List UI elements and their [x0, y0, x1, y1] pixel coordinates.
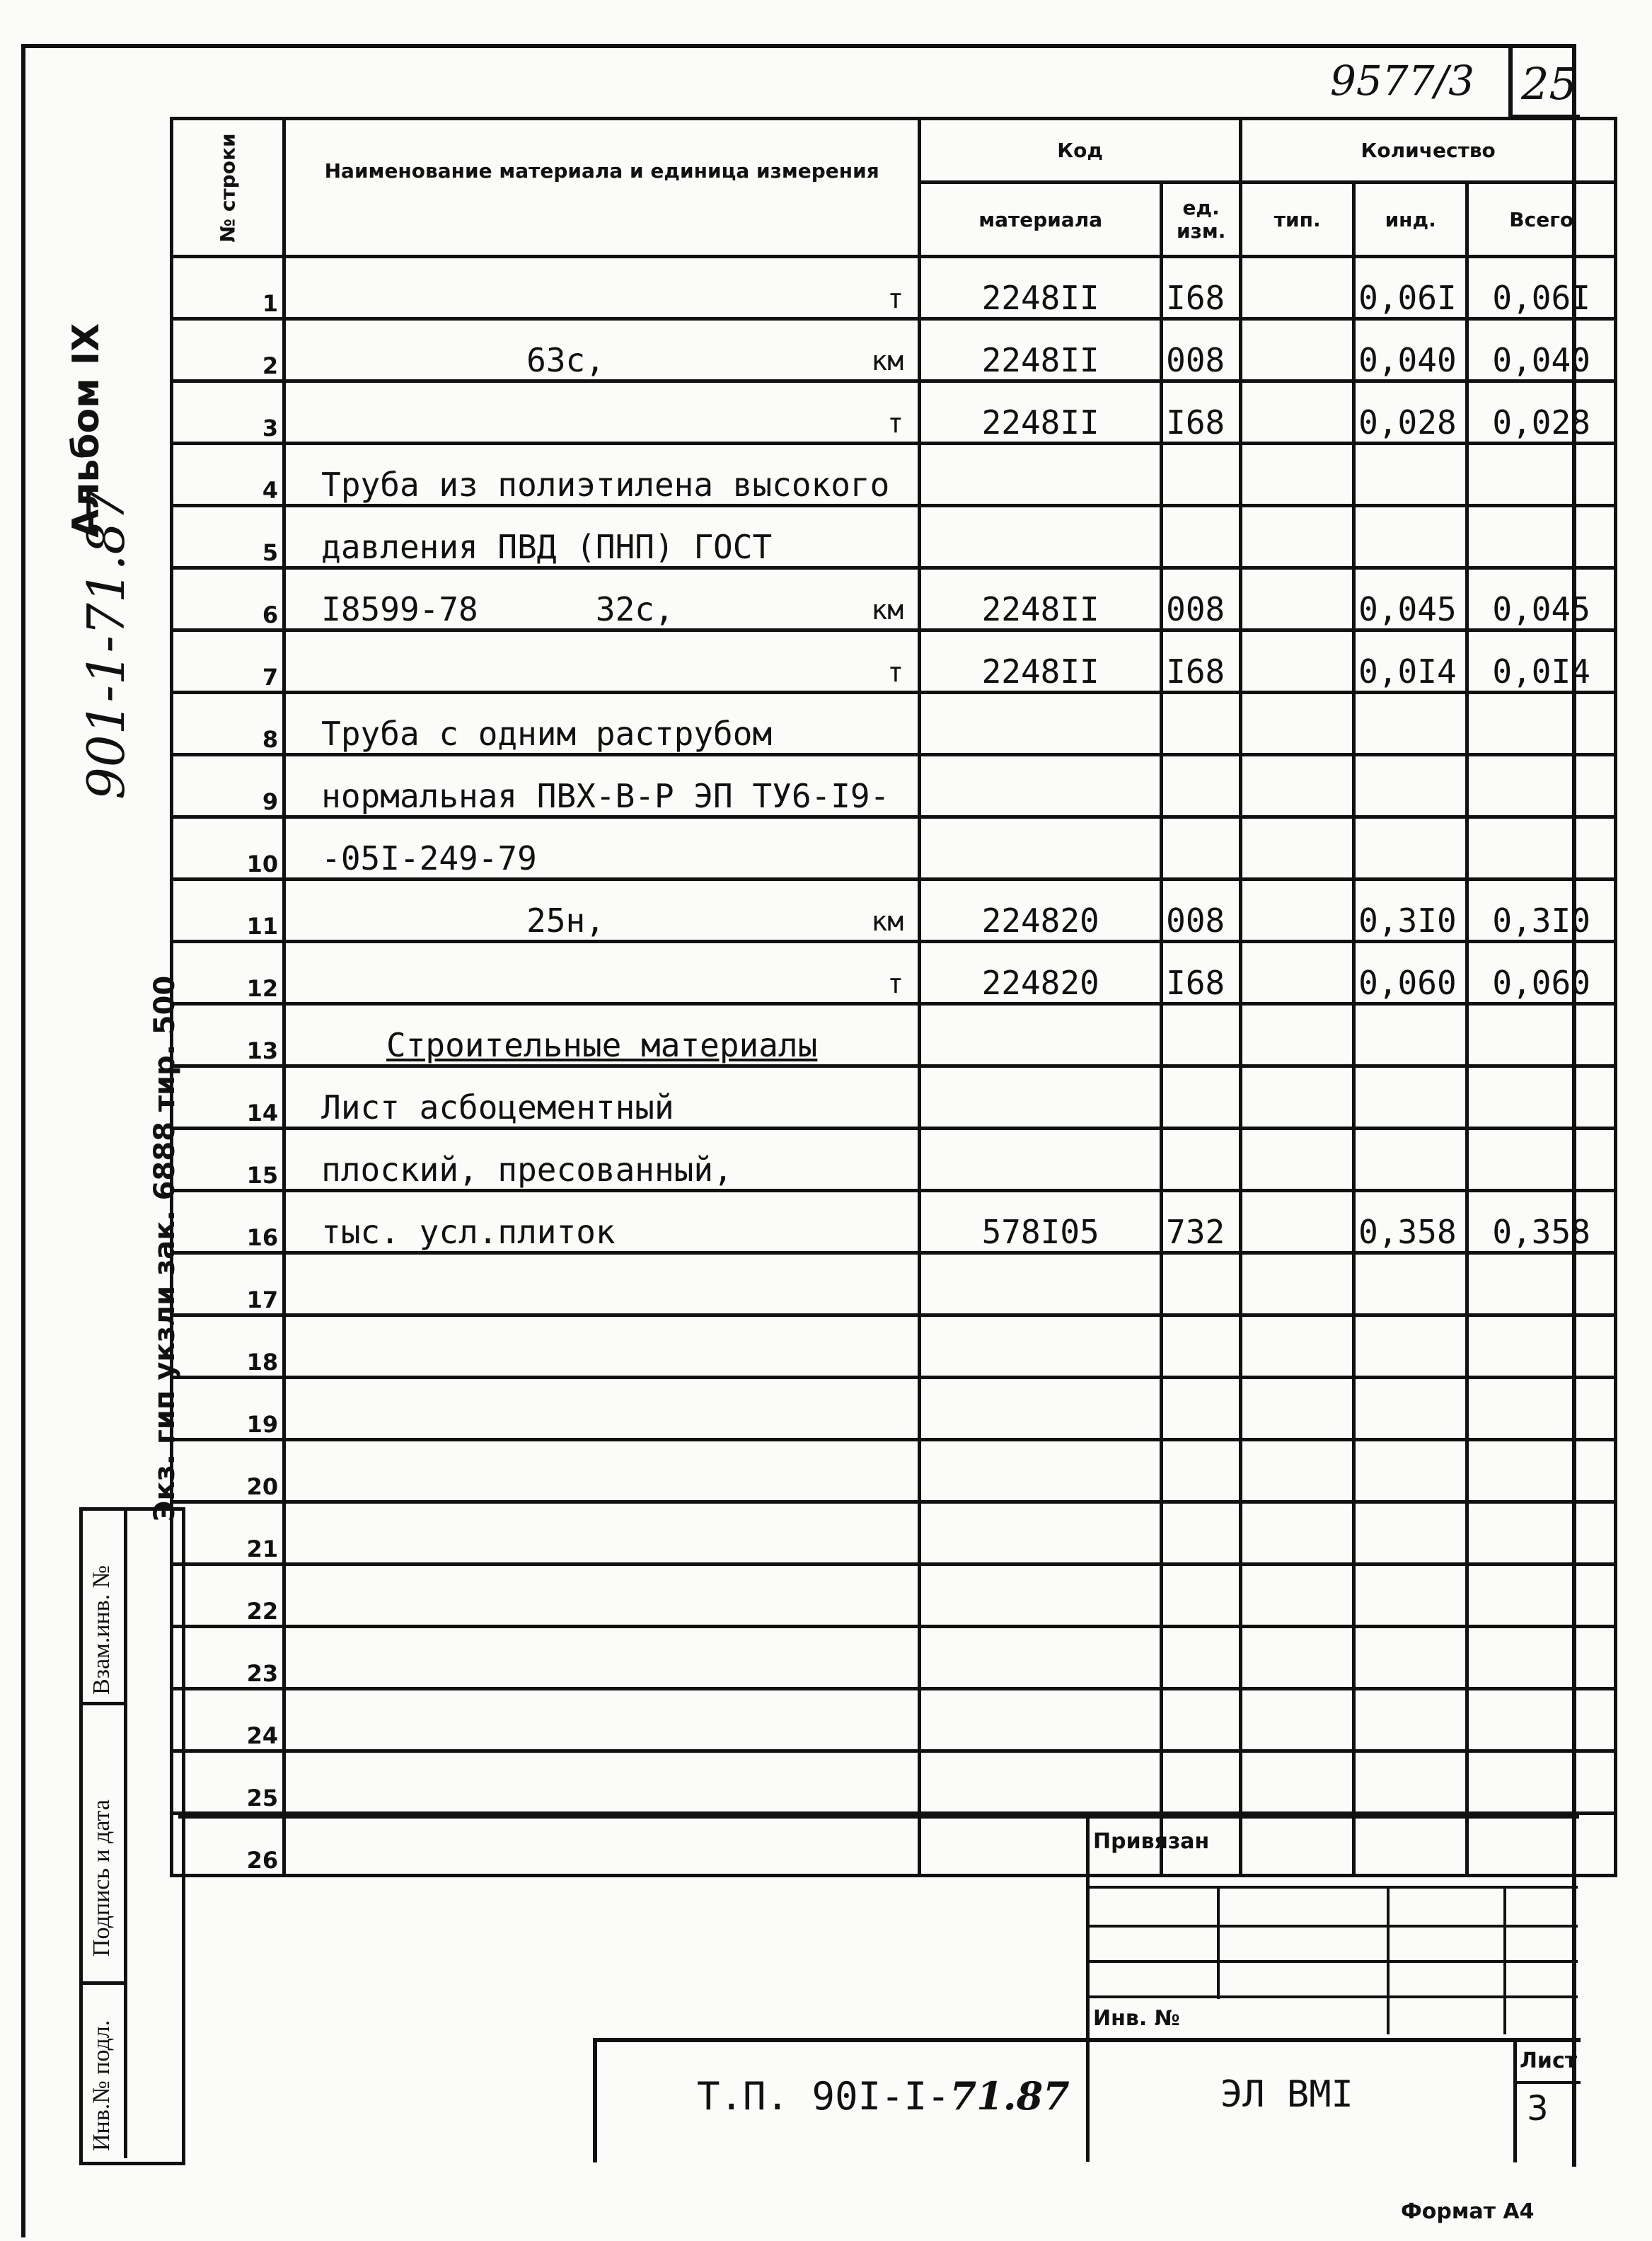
- table-row: [172, 630, 1616, 693]
- qty-type: [1241, 817, 1354, 880]
- row-number: 23: [172, 1627, 284, 1689]
- material-name: плоский, пресованный,: [321, 1151, 733, 1189]
- qty-ind: 0,358: [1354, 1191, 1467, 1253]
- qty-total: [1467, 1627, 1616, 1689]
- table-row: [172, 817, 1616, 880]
- pribyazan-label: Привязан: [1093, 1829, 1210, 1854]
- row-number: 2: [172, 319, 284, 381]
- table-row: [172, 1004, 1616, 1066]
- row-name: [284, 1751, 920, 1814]
- header-qty-type: тип.: [1241, 183, 1354, 257]
- row-number: 11: [172, 880, 284, 942]
- row-number: 12: [172, 942, 284, 1004]
- unit-label: т: [887, 283, 904, 314]
- row-number: 10: [172, 817, 284, 880]
- qty-type: [1241, 444, 1354, 506]
- unit-code: I68: [1162, 630, 1241, 693]
- material-code: [920, 755, 1162, 817]
- qty-ind: [1354, 1689, 1467, 1751]
- qty-type: [1241, 880, 1354, 942]
- table-row: [172, 1502, 1616, 1565]
- album-number: 901-1-71.87: [76, 489, 136, 800]
- qty-type: [1241, 630, 1354, 693]
- table-row: [172, 319, 1616, 381]
- table-row: [172, 1129, 1616, 1191]
- document-code-printed: Т.П. 90I-I-: [697, 2074, 950, 2119]
- row-number: 25: [172, 1751, 284, 1814]
- row-number: 26: [172, 1814, 284, 1876]
- qty-ind: [1354, 1129, 1467, 1191]
- qty-type: [1241, 1689, 1354, 1751]
- row-name: [284, 568, 920, 630]
- unit-label: т: [887, 968, 904, 999]
- unit-code: [1162, 1066, 1241, 1129]
- row-number: 17: [172, 1253, 284, 1315]
- qty-ind: [1354, 1440, 1467, 1502]
- unit-code: 008: [1162, 880, 1241, 942]
- qty-total: [1467, 1004, 1616, 1066]
- frame-left-border: [21, 44, 25, 2237]
- row-number: 19: [172, 1378, 284, 1440]
- qty-total: [1467, 1315, 1616, 1378]
- material-name: -05I-249-79: [321, 839, 537, 877]
- unit-label: км: [871, 906, 904, 937]
- qty-total: [1467, 1502, 1616, 1565]
- qty-total: [1467, 1378, 1616, 1440]
- table-row: [172, 381, 1616, 444]
- qty-type: [1241, 568, 1354, 630]
- material-name: Лист асбоцементный: [321, 1088, 674, 1127]
- qty-total: 0,028: [1467, 381, 1616, 444]
- row-number: 5: [172, 506, 284, 568]
- side-label-inv: Инв.№ подл.: [88, 2020, 115, 2151]
- row-name: [284, 1627, 920, 1689]
- side-label-vzam: Взам.инв. №: [88, 1565, 115, 1695]
- qty-type: [1241, 1502, 1354, 1565]
- table-row: [172, 693, 1616, 755]
- qty-total: 0,06I: [1467, 257, 1616, 319]
- header-qty-group: Количество: [1241, 119, 1616, 183]
- row-number: 1: [172, 257, 284, 319]
- material-code: [920, 1315, 1162, 1378]
- material-code: [920, 1502, 1162, 1565]
- row-number: 4: [172, 444, 284, 506]
- inv-number-label: Инв. №: [1093, 2006, 1180, 2031]
- material-name: Труба из полиэтилена высокого: [321, 466, 890, 504]
- row-number: 15: [172, 1129, 284, 1191]
- header-row-no: № строки: [172, 119, 284, 257]
- qty-ind: 0,0I4: [1354, 630, 1467, 693]
- table-row: [172, 1627, 1616, 1689]
- table-row: [172, 568, 1616, 630]
- document-code-handwritten: 71.87: [949, 2073, 1070, 2119]
- qty-total: [1467, 1066, 1616, 1129]
- document-mark: ЭЛ ВМI: [1220, 2073, 1353, 2116]
- row-number: 20: [172, 1440, 284, 1502]
- unit-code: I68: [1162, 381, 1241, 444]
- row-name: [284, 319, 920, 381]
- qty-total: [1467, 1565, 1616, 1627]
- unit-code: [1162, 1627, 1241, 1689]
- unit-code: 008: [1162, 568, 1241, 630]
- unit-code: 008: [1162, 319, 1241, 381]
- header-code-material: материала: [920, 183, 1162, 257]
- header-qty-ind: инд.: [1354, 183, 1467, 257]
- material-code: 224820: [920, 880, 1162, 942]
- qty-ind: [1354, 1066, 1467, 1129]
- frame-top-border: [21, 44, 1574, 48]
- qty-ind: 0,028: [1354, 381, 1467, 444]
- unit-label: т: [887, 657, 904, 688]
- row-name: [284, 1502, 920, 1565]
- side-label-podpis: Подпись и дата: [88, 1799, 115, 1957]
- row-name: [284, 880, 920, 942]
- material-code: [920, 693, 1162, 755]
- table-row: [172, 880, 1616, 942]
- material-code: 2248II: [920, 381, 1162, 444]
- header-name: Наименование материала и единица измерения: [284, 119, 920, 257]
- qty-ind: [1354, 1315, 1467, 1378]
- material-code: [920, 444, 1162, 506]
- row-name: [284, 693, 920, 755]
- qty-ind: 0,06I: [1354, 257, 1467, 319]
- qty-total: [1467, 1751, 1616, 1814]
- qty-ind: 0,040: [1354, 319, 1467, 381]
- qty-total: [1467, 1689, 1616, 1751]
- table-row: [172, 257, 1616, 319]
- unit-code: [1162, 1315, 1241, 1378]
- qty-ind: [1354, 1004, 1467, 1066]
- material-code: 2248II: [920, 319, 1162, 381]
- unit-code: [1162, 1004, 1241, 1066]
- table-row: [172, 1689, 1616, 1751]
- qty-type: [1241, 1440, 1354, 1502]
- unit-code: [1162, 444, 1241, 506]
- material-code: 2248II: [920, 630, 1162, 693]
- qty-ind: [1354, 1627, 1467, 1689]
- table-row: [172, 755, 1616, 817]
- qty-ind: [1354, 1253, 1467, 1315]
- row-name: [284, 506, 920, 568]
- row-name: [284, 381, 920, 444]
- unit-code: [1162, 693, 1241, 755]
- table-row: [172, 1191, 1616, 1253]
- qty-ind: [1354, 444, 1467, 506]
- unit-code: [1162, 1378, 1241, 1440]
- material-code: [920, 817, 1162, 880]
- sheet-number: 3: [1527, 2089, 1549, 2128]
- qty-type: [1241, 1129, 1354, 1191]
- material-name: 63с,: [526, 341, 605, 379]
- unit-code: [1162, 506, 1241, 568]
- row-name: [284, 1440, 920, 1502]
- table-row: [172, 942, 1616, 1004]
- row-name: [284, 630, 920, 693]
- table-row: [172, 444, 1616, 506]
- unit-code: [1162, 1129, 1241, 1191]
- qty-total: 0,040: [1467, 319, 1616, 381]
- qty-ind: [1354, 1502, 1467, 1565]
- unit-code: 732: [1162, 1191, 1241, 1253]
- sheet-label: Лист: [1520, 2049, 1578, 2073]
- material-code: 2248II: [920, 568, 1162, 630]
- row-name: [284, 1004, 920, 1066]
- qty-total: 0,0I4: [1467, 630, 1616, 693]
- unit-code: [1162, 1440, 1241, 1502]
- qty-ind: [1354, 817, 1467, 880]
- qty-ind: 0,3I0: [1354, 880, 1467, 942]
- material-code: [920, 1004, 1162, 1066]
- qty-ind: [1354, 506, 1467, 568]
- qty-total: 0,3I0: [1467, 880, 1616, 942]
- row-name: [284, 942, 920, 1004]
- row-name: [284, 1378, 920, 1440]
- qty-type: [1241, 1004, 1354, 1066]
- header-code-unit: ед. изм.: [1162, 183, 1241, 257]
- table-row: [172, 1751, 1616, 1814]
- material-name: тыс. усл.плиток: [321, 1213, 616, 1251]
- row-number: 22: [172, 1565, 284, 1627]
- qty-type: [1241, 1751, 1354, 1814]
- qty-total: [1467, 1129, 1616, 1191]
- qty-total: [1467, 1253, 1616, 1315]
- table-row: [172, 1440, 1616, 1502]
- materials-table: [170, 117, 1617, 1877]
- material-code: [920, 1627, 1162, 1689]
- material-name: давления ПВД (ПНП) ГОСТ: [321, 528, 773, 566]
- qty-ind: 0,060: [1354, 942, 1467, 1004]
- qty-type: [1241, 257, 1354, 319]
- unit-code: I68: [1162, 942, 1241, 1004]
- row-name: [284, 444, 920, 506]
- row-number: 18: [172, 1315, 284, 1378]
- material-code: [920, 1440, 1162, 1502]
- material-code: 2248II: [920, 257, 1162, 319]
- qty-total: 0,358: [1467, 1191, 1616, 1253]
- row-number: 8: [172, 693, 284, 755]
- row-number: 14: [172, 1066, 284, 1129]
- qty-ind: [1354, 1565, 1467, 1627]
- row-name: [284, 1253, 920, 1315]
- unit-code: [1162, 1253, 1241, 1315]
- row-number: 21: [172, 1502, 284, 1565]
- qty-type: [1241, 1315, 1354, 1378]
- row-number: 24: [172, 1689, 284, 1751]
- material-code: [920, 1751, 1162, 1814]
- material-code: 224820: [920, 942, 1162, 1004]
- row-number: 16: [172, 1191, 284, 1253]
- table-row: [172, 1565, 1616, 1627]
- material-name: 25н,: [526, 901, 605, 940]
- material-code: [920, 1253, 1162, 1315]
- row-name: [284, 1689, 920, 1751]
- unit-label: т: [887, 408, 904, 439]
- qty-type: [1241, 1066, 1354, 1129]
- unit-code: I68: [1162, 257, 1241, 319]
- table-row: [172, 1066, 1616, 1129]
- qty-type: [1241, 693, 1354, 755]
- unit-code: [1162, 1502, 1241, 1565]
- header-code-group: Код: [920, 119, 1241, 183]
- unit-label: км: [871, 594, 904, 626]
- unit-code: [1162, 1751, 1241, 1814]
- sheet-code: 9577/3: [1330, 57, 1475, 105]
- material-name: Труба с одним раструбом: [321, 715, 773, 753]
- material-code: [920, 1378, 1162, 1440]
- row-number: 9: [172, 755, 284, 817]
- table-row: [172, 1315, 1616, 1378]
- qty-type: [1241, 942, 1354, 1004]
- qty-type: [1241, 1378, 1354, 1440]
- row-number: 13: [172, 1004, 284, 1066]
- material-code: 578I05: [920, 1191, 1162, 1253]
- format-label: Формат А4: [1401, 2199, 1535, 2224]
- row-name: [284, 1129, 920, 1191]
- qty-total: [1467, 1440, 1616, 1502]
- material-code: [920, 1689, 1162, 1751]
- qty-ind: [1354, 1378, 1467, 1440]
- album-label: Альбом IX: [65, 323, 108, 538]
- row-number: 3: [172, 381, 284, 444]
- material-code: [920, 1565, 1162, 1627]
- qty-ind: [1354, 693, 1467, 755]
- row-name: [284, 1315, 920, 1378]
- qty-type: [1241, 319, 1354, 381]
- qty-type: [1241, 381, 1354, 444]
- material-name: нормальная ПВХ-В-Р ЭП ТУ6-I9-: [321, 777, 890, 815]
- material-code: [920, 506, 1162, 568]
- qty-total: [1467, 444, 1616, 506]
- qty-total: 0,045: [1467, 568, 1616, 630]
- qty-type: [1241, 506, 1354, 568]
- row-name: [284, 755, 920, 817]
- row-number: 7: [172, 630, 284, 693]
- row-name: [284, 257, 920, 319]
- row-name: [284, 1191, 920, 1253]
- qty-type: [1241, 1253, 1354, 1315]
- unit-label: км: [871, 345, 904, 376]
- header-qty-total: Всего: [1467, 183, 1616, 257]
- row-number: 6: [172, 568, 284, 630]
- row-name: [284, 1565, 920, 1627]
- material-name: I8599-78 32с,: [321, 590, 674, 628]
- qty-total: [1467, 693, 1616, 755]
- table-row: [172, 1253, 1616, 1315]
- qty-ind: 0,045: [1354, 568, 1467, 630]
- qty-ind: [1354, 755, 1467, 817]
- material-code: [920, 1129, 1162, 1191]
- qty-type: [1241, 1191, 1354, 1253]
- unit-code: [1162, 1689, 1241, 1751]
- print-stamp: Экз. гип укзли зак. 6888 тир. 500: [149, 975, 181, 1521]
- page-number: 25: [1521, 58, 1577, 110]
- qty-type: [1241, 755, 1354, 817]
- qty-type: [1241, 1565, 1354, 1627]
- qty-type: [1241, 1627, 1354, 1689]
- qty-total: [1467, 817, 1616, 880]
- row-name: [284, 817, 920, 880]
- unit-code: [1162, 755, 1241, 817]
- material-code: [920, 1066, 1162, 1129]
- qty-total: 0,060: [1467, 942, 1616, 1004]
- document-code: [697, 2073, 1070, 2119]
- material-name: Строительные материалы: [386, 1026, 818, 1064]
- table-row: [172, 1378, 1616, 1440]
- qty-ind: [1354, 1751, 1467, 1814]
- row-name: [284, 1066, 920, 1129]
- qty-total: [1467, 506, 1616, 568]
- qty-total: [1467, 755, 1616, 817]
- unit-code: [1162, 817, 1241, 880]
- unit-code: [1162, 1565, 1241, 1627]
- table-row: [172, 506, 1616, 568]
